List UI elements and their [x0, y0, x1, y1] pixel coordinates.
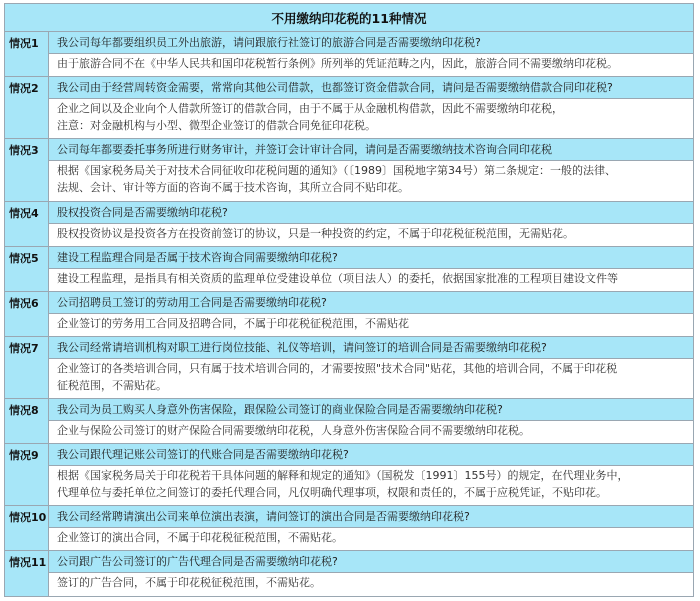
case-row: [5, 139, 693, 202]
case-answer: [49, 269, 693, 292]
tax-table: [4, 3, 694, 597]
case-answer-line: 企业签订的劳务用工合同及招聘合同，不属于印花税征税范围，不需贴花: [57, 317, 409, 330]
case-answer: [49, 224, 693, 247]
case-row: [5, 506, 693, 551]
case-label: 情况3: [5, 139, 49, 202]
case-answer: [49, 359, 693, 399]
case-content: [49, 247, 693, 292]
case-question: 我公司跟代理记账公司签订的代账合同是否需要缴纳印花税?: [49, 444, 693, 466]
case-row: [5, 399, 693, 444]
case-answer-line: 建设工程监理，是指具有相关资质的监理单位受建设单位（项目法人）的委托，依据国家批准的工程项目建设文件等: [57, 272, 618, 285]
case-answer: [49, 528, 693, 551]
case-question: 建设工程监理合同是否属于技术咨询合同需要缴纳印花税?: [49, 247, 693, 269]
table-body: [5, 32, 693, 596]
case-content: [49, 77, 693, 139]
case-content: [49, 506, 693, 551]
case-answer: [49, 314, 693, 337]
case-label: 情况10: [5, 506, 49, 551]
case-answer: [49, 573, 693, 596]
case-question: 我公司经常聘请演出公司来单位演出表演，请问签订的演出合同是否需要缴纳印花税?: [49, 506, 693, 528]
case-question: 我公司为员工购买人身意外伤害保险，跟保险公司签订的商业保险合同是否需要缴纳印花税?: [49, 399, 693, 421]
case-label: 情况8: [5, 399, 49, 444]
case-row: [5, 202, 693, 247]
case-answer-line: 征税范围，不需贴花。: [57, 378, 167, 392]
case-answer-line: 企业之间以及企业向个人借款所签订的借款合同，由于不属于从金融机构借款，因此不需要缴纳印花税，: [57, 102, 563, 115]
case-question: 我公司经常请培训机构对职工进行岗位技能、礼仪等培训，请问签订的培训合同是否需要缴纳印花税?: [49, 337, 693, 359]
case-answer-line: 企业签订的演出合同，不属于印花税征税范围，不需贴花。: [57, 531, 343, 544]
case-row: [5, 551, 693, 596]
case-content: [49, 399, 693, 444]
case-label: 情况9: [5, 444, 49, 506]
case-question: 股权投资合同是否需要缴纳印花税?: [49, 202, 693, 224]
case-row: [5, 77, 693, 139]
case-answer-line: 企业签订的各类培训合同，只有属于技术培训合同的，才需要按照"技术合同"贴花，其他的培训合同，不属于印花税: [57, 362, 618, 375]
case-label: 情况2: [5, 77, 49, 139]
case-answer-line: 由于旅游合同不在《中华人民共和国印花税暂行条例》所列举的凭证范畴之内，因此，旅游合同不需要缴纳印花税。: [57, 57, 618, 70]
case-label: 情况4: [5, 202, 49, 247]
case-answer-line: 注意：对金融机构与小型、微型企业签订的借款合同免征印花税。: [57, 118, 376, 132]
case-content: [49, 292, 693, 337]
case-answer: [49, 421, 693, 444]
case-row: [5, 32, 693, 77]
case-label: 情况11: [5, 551, 49, 596]
case-question: 公司跟广告公司签订的广告代理合同是否需要缴纳印花税?: [49, 551, 693, 573]
case-question: 我公司每年都要组织员工外出旅游，请问跟旅行社签订的旅游合同是否需要缴纳印花税?: [49, 32, 693, 54]
case-answer-line: 企业与保险公司签订的财产保险合同需要缴纳印花税，人身意外伤害保险合同不需要缴纳印花税。: [57, 424, 530, 437]
case-answer: [49, 54, 693, 77]
case-answer: [49, 161, 693, 202]
table-title: 不用缴纳印花税的11种情况: [5, 4, 693, 32]
case-answer: [49, 466, 693, 506]
case-content: [49, 202, 693, 247]
case-label: 情况6: [5, 292, 49, 337]
case-row: [5, 247, 693, 292]
case-answer-line: 法规、会计、审计等方面的咨询不属于技术咨询，其所立合同不贴印花。: [57, 180, 409, 194]
case-answer: [49, 99, 693, 139]
case-content: [49, 32, 693, 77]
case-answer-line: 根据《国家税务局关于印花税若干具体问题的解释和规定的通知》（国税发〔1991〕155号）的规定，在代理业务中，: [57, 469, 629, 482]
case-row: [5, 444, 693, 506]
case-answer-line: 根据《国家税务局关于对技术合同征收印花税问题的通知》（〔1989〕国税地字第34号）第二条规定：一般的法律、: [57, 164, 616, 177]
case-question: 我公司由于经营周转资金需要，常常向其他公司借款，也都签订资金借款合同，请问是否需要缴纳借款合同印花税?: [49, 77, 693, 99]
case-answer-line: 股权投资协议是投资各方在投资前签订的协议，只是一种投资的约定，不属于印花税征税范围，无需贴花。: [57, 227, 574, 240]
case-label: 情况7: [5, 337, 49, 399]
case-row: [5, 292, 693, 337]
case-label: 情况1: [5, 32, 49, 77]
case-answer-line: 签订的广告合同，不属于印花税征税范围，不需贴花。: [57, 576, 321, 589]
case-content: [49, 551, 693, 596]
case-content: [49, 444, 693, 506]
case-question: 公司招聘员工签订的劳动用工合同是否需要缴纳印花税?: [49, 292, 693, 314]
case-row: [5, 337, 693, 399]
case-label: 情况5: [5, 247, 49, 292]
case-question: 公司每年都要委托事务所进行财务审计，并签订会计审计合同，请问是否需要缴纳技术咨询合同印花税: [49, 139, 693, 161]
case-answer-line: 代理单位与委托单位之间签订的委托代理合同，凡仅明确代理事项，权限和责任的，不属于应税凭证，不贴印花。: [57, 485, 607, 499]
case-content: [49, 139, 693, 202]
case-content: [49, 337, 693, 399]
